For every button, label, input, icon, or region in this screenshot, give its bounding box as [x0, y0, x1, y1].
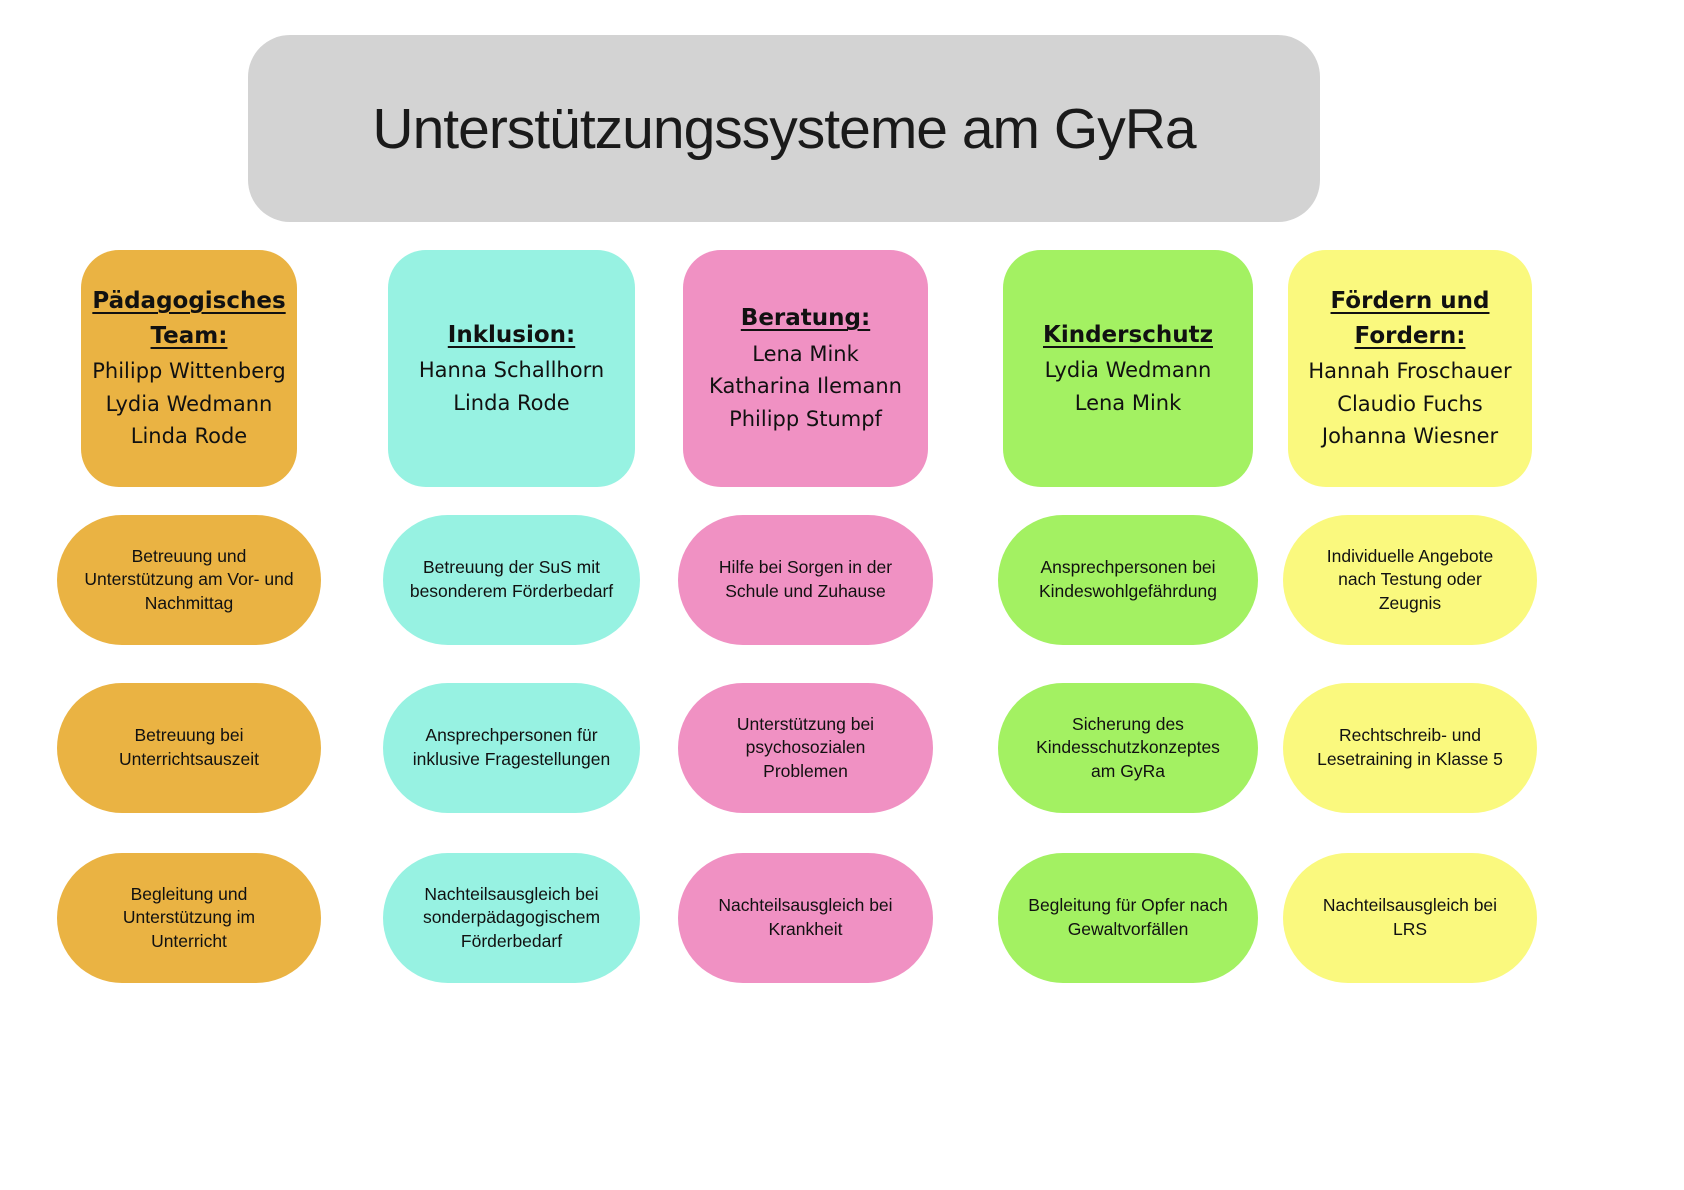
member-name: Hanna Schallhorn: [418, 358, 605, 383]
member-name: Lena Mink: [1074, 390, 1182, 415]
task-pill: Nachteilsausgleich bei Krankheit: [678, 853, 933, 983]
header-card-kinderschutz: [1003, 250, 1253, 487]
member-name: Lydia Wedmann: [1044, 358, 1212, 383]
diagram-title: Unterstützungssysteme am GyRa: [248, 35, 1320, 222]
header-card-inklusion: [388, 250, 635, 487]
column-header-title: Beratung:: [740, 305, 871, 332]
task-pill: Betreuung und Unterstützung am Vor- und Nachmittag: [57, 515, 321, 645]
column-header-title: Kinderschutz: [1043, 321, 1213, 348]
header-card-foerdern-und-fordern: [1288, 250, 1532, 487]
member-name: Philipp Wittenberg: [92, 359, 286, 384]
header-card-paedagogisches-team: [81, 250, 297, 487]
member-name: Lydia Wedmann: [105, 391, 273, 416]
member-name: Lena Mink: [752, 341, 859, 366]
column-header-title: Fördern und Fordern:: [1330, 288, 1490, 349]
member-name: Katharina Ilemann: [709, 374, 902, 399]
member-name: Linda Rode: [130, 424, 248, 449]
task-pill: Ansprechpersonen für inklusive Fragestellungen: [383, 683, 640, 813]
column-foerdern-und-fordern: [1283, 247, 1537, 1167]
column-inklusion: [383, 247, 640, 1167]
task-pill: Nachteilsausgleich bei sonderpädagogischem Förderbedarf: [383, 853, 640, 983]
member-name: Linda Rode: [453, 390, 570, 415]
task-pill: Rechtschreib- und Lesetraining in Klasse 5: [1283, 683, 1537, 813]
task-pill: Betreuung der SuS mit besonderem Förderbedarf: [383, 515, 640, 645]
header-card-beratung: [683, 250, 928, 487]
task-pill: Sicherung des Kindesschutzkonzeptes am GyRa: [998, 683, 1258, 813]
member-name: Claudio Fuchs: [1337, 391, 1483, 416]
column-kinderschutz: [998, 247, 1258, 1167]
task-pill: Individuelle Angebote nach Testung oder Zeugnis: [1283, 515, 1537, 645]
task-pill: Ansprechpersonen bei Kindeswohlgefährdung: [998, 515, 1258, 645]
task-pill: Hilfe bei Sorgen in der Schule und Zuhause: [678, 515, 933, 645]
column-paedagogisches-team: [57, 247, 321, 1167]
column-header-title: Pädagogisches Team:: [92, 288, 286, 349]
task-pill: Unterstützung bei psychosozialen Problemen: [678, 683, 933, 813]
task-pill: Nachteilsausgleich bei LRS: [1283, 853, 1537, 983]
member-name: Hannah Froschauer: [1308, 359, 1512, 384]
task-pill: Begleitung und Unterstützung im Unterricht: [57, 853, 321, 983]
member-name: Johanna Wiesner: [1321, 424, 1499, 449]
member-name: Philipp Stumpf: [729, 407, 882, 432]
column-header-title: Inklusion:: [447, 321, 576, 348]
task-pill: Begleitung für Opfer nach Gewaltvorfällen: [998, 853, 1258, 983]
task-pill: Betreuung bei Unterrichtsauszeit: [57, 683, 321, 813]
column-beratung: [678, 247, 933, 1167]
